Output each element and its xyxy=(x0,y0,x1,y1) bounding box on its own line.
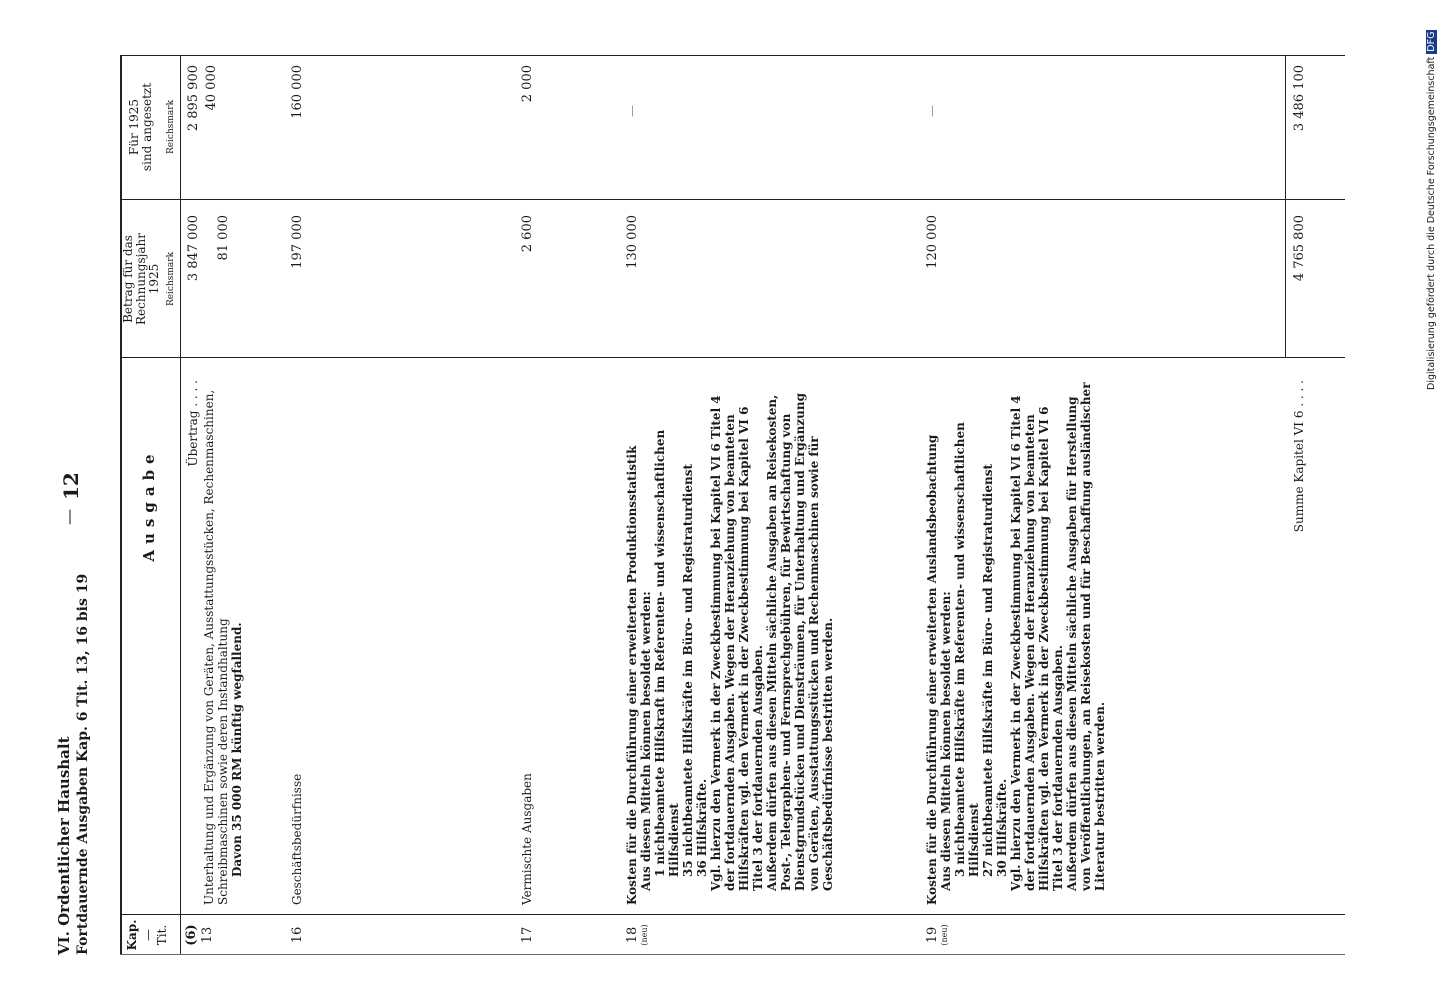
tit-19-sub4: 30 Hilfskräfte. xyxy=(995,778,1009,877)
tit-19-sub5: Vgl. hierzu den Vermerk in der Zweckbestimmung bei Kapitel VI 6 Titel 4 der fortdauernden Ausgaben. Wegen der Heranziehung von beamteten Hilfskräften vgl. den Vermerk in der Zweckbestimmung bei Kapitel VI 6 Titel 3 der fortdauernden Ausgaben. xyxy=(1009,395,1065,891)
col-head-betrag-line2: Rechnungsjahr xyxy=(134,233,148,325)
table-head-rule xyxy=(180,55,181,955)
digitization-note xyxy=(1412,10,1437,390)
sum-rule xyxy=(1285,55,1286,358)
col-rule-right xyxy=(120,55,1345,56)
tit-19-sub2: 3 nichtbeamtete Hilfskräfte im Referenten- und wissenschaftlichen Hilfsdienst xyxy=(953,422,981,877)
tit-13-text xyxy=(202,380,244,905)
col-head-angesetzt xyxy=(128,57,154,197)
tit-18-description: Kosten für die Durchführung einer erweiterten Produktionsstatistik xyxy=(625,445,639,905)
tit-18-tit: 18 xyxy=(625,926,640,944)
tit-13-description: Unterhaltung und Ergänzung von Geräten, Ausstattungsstücken, Rechenmaschinen, Schreibmaschinen sowie deren Instandhaltung xyxy=(202,389,230,905)
tit-18-sub4: 36 Hilfskräfte. xyxy=(695,778,709,877)
tit-19-neu: (neu) xyxy=(940,924,949,946)
tit-19-text xyxy=(925,380,1107,905)
col-rule-ausgabe xyxy=(120,357,1345,358)
tit-17-number: 17 xyxy=(520,926,535,944)
tit-18-sub2: 1 nichtbeamtete Hilfskraft im Referenten- und wissenschaftlichen Hilfsdienst xyxy=(653,429,681,877)
tit-13-number: 13 xyxy=(200,926,215,944)
uebertrag-label: Übertrag . . . . xyxy=(186,380,200,467)
tit-18-number xyxy=(625,917,649,953)
col-rule-betrag xyxy=(120,199,1345,200)
col-rule-left xyxy=(120,954,1345,955)
tit-16-description: Geschäftsbedürfnisse xyxy=(290,773,304,905)
col-unit-betrag: Reichsmark xyxy=(166,251,176,307)
tit-13-betrag: 81 000 xyxy=(216,215,231,261)
budget-table xyxy=(120,55,1385,955)
page-subtitle: Fortdauernde Ausgaben Kap. 6 Tit. 13, 16 bis 19 xyxy=(75,573,91,955)
tit-16-angesetzt: 160 000 xyxy=(290,65,305,119)
tit-19-sub3: 27 nichtbeamtete Hilfskräfte im Büro- und Registraturdienst xyxy=(981,463,995,877)
tit-18-text xyxy=(625,380,835,905)
uebertrag-betrag: 3 847 000 xyxy=(186,215,201,282)
tit-19-number xyxy=(925,917,949,953)
uebertrag-angesetzt: 2 895 900 xyxy=(186,65,201,132)
col-rule-kap xyxy=(120,914,1345,915)
rotated-page xyxy=(55,55,1385,955)
digitization-note-text xyxy=(1426,30,1437,390)
tit-19-sub6: Außerdem dürfen aus diesen Mitteln sächliche Ausgaben für Herstellung von Veröffentlichungen, an Reisekosten und für Beschaffung ausländischer Literatur bestritten werden. xyxy=(1065,382,1107,891)
tit-19-sub1: Aus diesen Mitteln können besoldet werden: xyxy=(939,591,953,891)
dfg-logo: DFG xyxy=(1426,31,1437,52)
col-head-betrag xyxy=(122,203,161,355)
tit-19-angesetzt: — xyxy=(925,105,939,117)
tit-18-sub6: Außerdem dürfen aus diesen Mitteln sächliche Ausgaben an Reisekosten, Post-, Telegraphen- und Fernsprechgebühren, für Bewirtschaftung von Dienstgrundstücken und Diensträumen, für Unterhaltung und Ergänzung von Geräten, Ausstattungsstücken und Rechenmaschinen sowie für Geschäftsbedürfnisse bestritten werden. xyxy=(765,393,835,891)
tit-17-description: Vermischte Ausgaben xyxy=(520,773,534,905)
tit-17-betrag: 2 600 xyxy=(520,215,535,253)
tit-19-betrag: 120 000 xyxy=(925,215,940,269)
col-head-tit: Tit. xyxy=(155,924,169,946)
tit-18-sub3: 35 nichtbeamtete Hilfskräfte im Büro- und Registraturdienst xyxy=(681,463,695,877)
summe-label: Summe Kapitel VI 6 . . . . xyxy=(1292,380,1306,533)
tit-16-betrag: 197 000 xyxy=(290,215,305,269)
tit-13-note: Davon 35 000 RM künftig wegfallend. xyxy=(230,622,244,877)
tit-13-angesetzt: 40 000 xyxy=(204,65,219,111)
tit-19-tit: 19 xyxy=(925,926,940,944)
tit-16-number: 16 xyxy=(290,926,305,944)
tit-19-description: Kosten für die Durchführung einer erweiterten Auslandsbeobachtung xyxy=(925,434,939,905)
col-unit-angesetzt: Reichsmark xyxy=(166,99,176,155)
tit-18-angesetzt: — xyxy=(625,105,639,117)
tit-18-sub5: Vgl. hierzu den Vermerk in der Zweckbestimmung bei Kapitel VI 6 Titel 4 der fortdauernden Ausgaben. Wegen der Heranziehung von beamteten Hilfskräften vgl. den Vermerk in der Zweckbestimmung bei Kapitel VI 6 Titel 3 der fortdauernden Ausgaben. xyxy=(709,395,765,891)
digitization-note-label: Digitalisierung gefördert durch die Deutsche Forschungsgemeinschaft xyxy=(1426,56,1437,390)
col-head-angesetzt-line2: sind angesetzt xyxy=(140,82,154,172)
col-head-ausgabe: Ausgabe xyxy=(140,448,158,562)
col-head-angesetzt-line1: Für 1925 xyxy=(127,98,141,156)
summe-angesetzt: 3 486 100 xyxy=(1292,65,1307,132)
page-number-dash: — xyxy=(59,509,78,525)
col-head-betrag-line1: Betrag für das xyxy=(121,235,135,323)
col-head-kap: Kap. xyxy=(125,919,139,951)
kap-number: (6) xyxy=(184,924,199,946)
table-top-rule xyxy=(120,55,122,955)
tit-18-betrag: 130 000 xyxy=(625,215,640,269)
col-head-dash: — xyxy=(141,929,155,941)
col-head-betrag-line3: 1925 xyxy=(147,263,161,295)
summe-betrag: 4 765 800 xyxy=(1292,215,1307,282)
page-title: VI. Ordentlicher Haushalt xyxy=(55,736,73,955)
tit-17-angesetzt: 2 000 xyxy=(520,65,535,103)
tit-18-neu: (neu) xyxy=(640,924,649,946)
page-number: 12 xyxy=(59,472,83,500)
tit-18-sub1: Aus diesen Mitteln können besoldet werden: xyxy=(639,591,653,891)
